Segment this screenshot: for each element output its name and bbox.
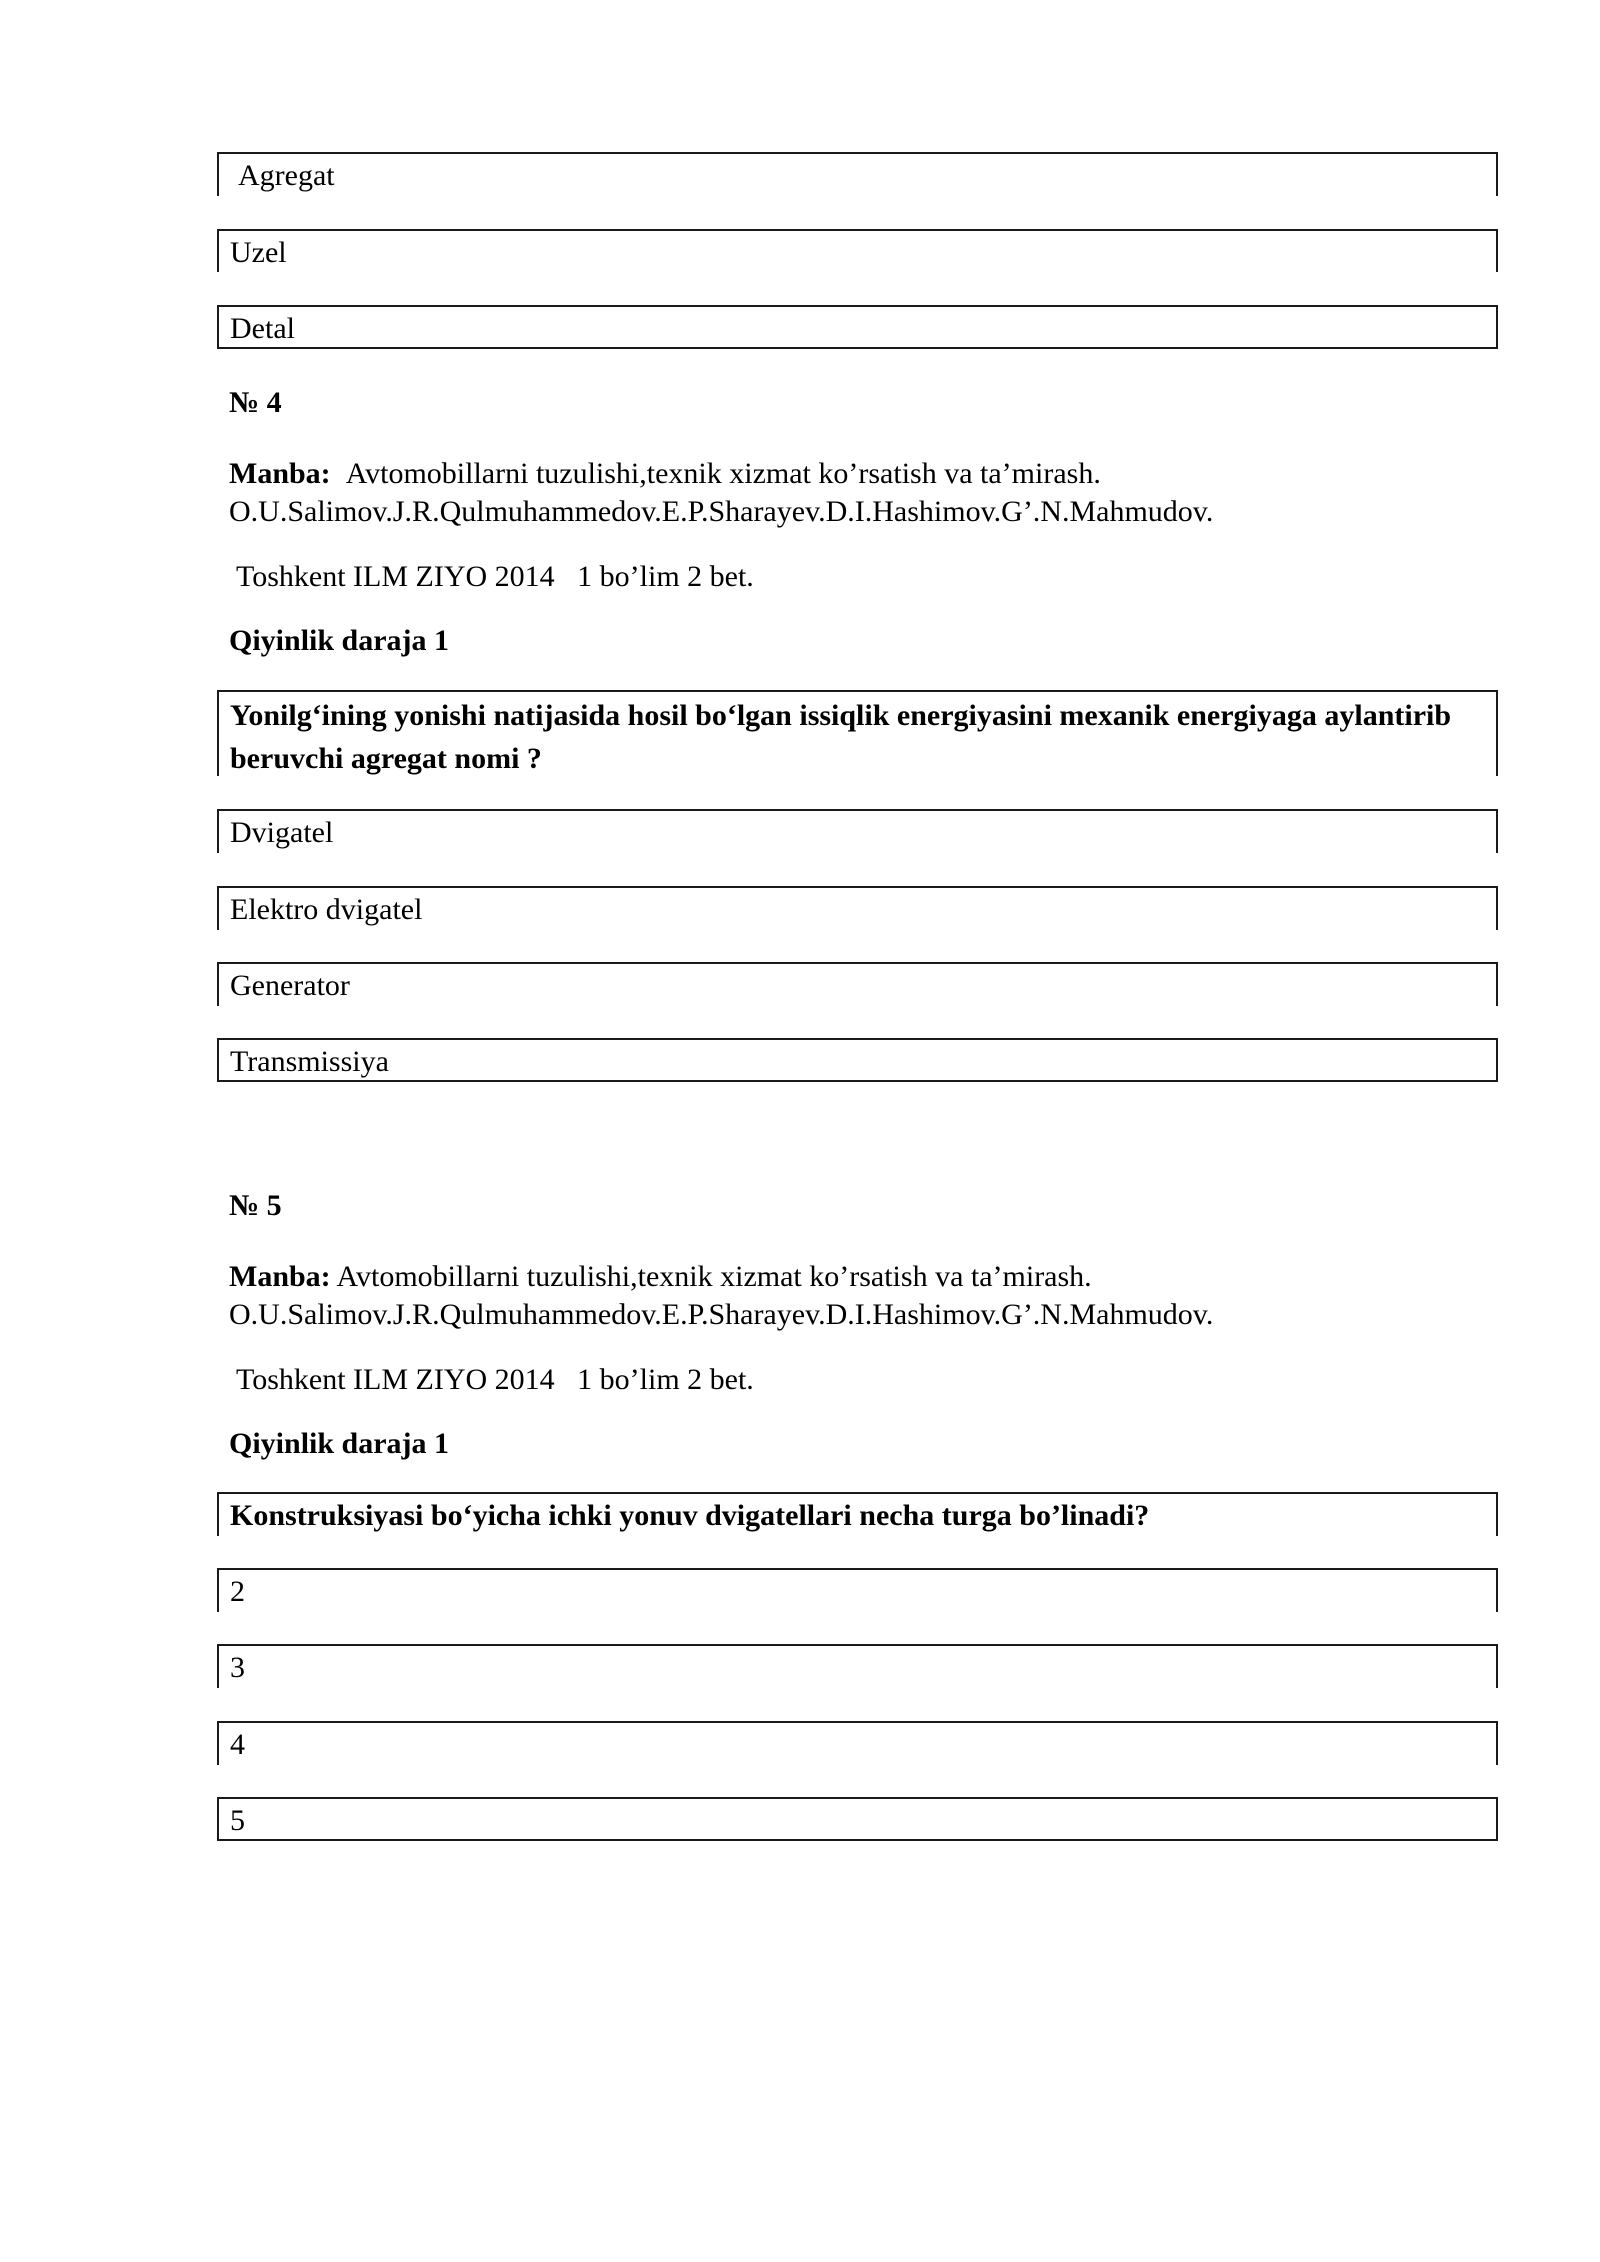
- option-text: 4: [230, 1728, 245, 1761]
- answer-option-generator: [217, 962, 1498, 1006]
- source-label: Manba:: [229, 457, 331, 490]
- answer-option-4: [217, 1721, 1498, 1765]
- source-publication: [229, 1361, 754, 1399]
- source-label: Manba:: [229, 1260, 331, 1293]
- answer-option-agregat: [217, 152, 1498, 196]
- question-text: Konstruksiyasi bo‘yicha ichki yonuv dvigatellari necha turga bo’linadi?: [230, 1499, 1150, 1532]
- answer-option-detal: [217, 305, 1498, 349]
- option-text: Detal: [230, 312, 295, 345]
- option-text: Agregat: [238, 159, 335, 192]
- publication-text: Toshkent ILM ZIYO 2014 1 bo’lim 2 bet.: [235, 1363, 754, 1396]
- answer-option-uzel: [217, 229, 1498, 272]
- answer-option-transmissiya: [217, 1038, 1498, 1082]
- answer-option-5: [217, 1797, 1498, 1841]
- option-text: 3: [230, 1651, 245, 1684]
- option-text: 5: [230, 1804, 245, 1837]
- source-publication: [229, 558, 754, 596]
- answer-option-2: [217, 1568, 1498, 1612]
- option-text: Uzel: [230, 236, 287, 269]
- question-box: [217, 1492, 1498, 1536]
- option-text: Generator: [230, 969, 350, 1002]
- source-authors: O.U.Salimov.J.R.Qulmuhammedov.E.P.Sharayev.D.I.Hashimov.G’.N.Mahmudov.: [229, 495, 1214, 528]
- source-line: [229, 1258, 1092, 1296]
- source-authors: O.U.Salimov.J.R.Qulmuhammedov.E.P.Sharayev.D.I.Hashimov.G’.N.Mahmudov.: [229, 1298, 1214, 1331]
- question-text: Yonilg‘ining yonishi natijasida hosil bo‘lgan issiqlik energiyasini mexanik energiyaga aylantirib beruvchi agregat nomi ?: [230, 699, 1452, 775]
- question-box: [217, 690, 1498, 776]
- difficulty-level: Qiyinlik daraja 1: [229, 1427, 450, 1460]
- answer-option-elektro-dvigatel: [217, 886, 1498, 930]
- source-text: Avtomobillarni tuzulishi,texnik xizmat ko’rsatish va ta’mirash.: [336, 1260, 1092, 1293]
- answer-option-3: [217, 1644, 1498, 1688]
- publication-text: Toshkent ILM ZIYO 2014 1 bo’lim 2 bet.: [235, 560, 754, 593]
- option-text: Transmissiya: [230, 1045, 389, 1078]
- option-text: Elektro dvigatel: [230, 893, 423, 926]
- option-text: 2: [230, 1575, 245, 1608]
- difficulty-level: Qiyinlik daraja 1: [229, 624, 450, 657]
- source-text: Avtomobillarni tuzulishi,texnik xizmat ko’rsatish va ta’mirash.: [345, 457, 1101, 490]
- source-line: [229, 455, 1101, 493]
- option-text: Dvigatel: [230, 816, 334, 849]
- answer-option-dvigatel: [217, 809, 1498, 853]
- question-number: № 5: [229, 1189, 282, 1222]
- question-number: № 4: [229, 386, 282, 419]
